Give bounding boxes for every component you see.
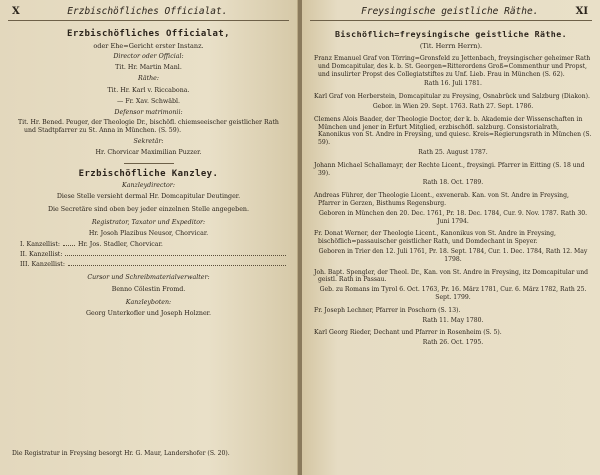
- entry-person: Johann Michael Schallamayr, der Rechte Licent., freysingi. Pfarrer in Eitting (S. 18 und 39).: [314, 161, 585, 177]
- raethe-entry: [310, 162, 592, 187]
- raethe-entry: [310, 269, 592, 302]
- kanzlist-row-3: [8, 261, 289, 268]
- entry-dates: Geboren in Trier den 12. Juli 1761, Pr. 18. Sept. 1784, Cur. 1. Dec. 1784, Rath 12. May 1798.: [318, 247, 588, 263]
- kanzlist-row-2: [8, 251, 289, 258]
- raethe-label: Räthe:: [137, 75, 160, 83]
- raethe-entry: [310, 93, 592, 111]
- kanzlist-1-name: Hr. Jos. Stadler, Chorvicar.: [77, 241, 163, 249]
- raethe-entry: [310, 192, 592, 225]
- entry-person: Fr. Joseph Lechner, Pfarrer in Poschorn (S. 13).: [314, 306, 461, 314]
- entry-dates: Rath 16. Juli 1781.: [424, 80, 482, 88]
- left-page-number: X: [12, 6, 20, 17]
- boten-label: Kanzleyboten:: [125, 298, 172, 306]
- sekretaer-label: Sekretär:: [133, 138, 164, 146]
- raethe-entry: [310, 329, 592, 347]
- raethe-subtitle: (Tit. Herrn Herrn).: [419, 42, 483, 50]
- entry-dates: Rath 26. Oct. 1795.: [422, 339, 484, 347]
- right-page-header: [310, 4, 592, 21]
- kanzley-director-label: Kanzleydirector:: [122, 181, 175, 189]
- registrator-label: Registrator, Taxator und Expeditor:: [91, 219, 206, 227]
- entry-person: Franz Emanuel Graf von Törring=Gronsfeld zu Jettenbach, freysingischer geheimer Rath und Domcapitular, des k. b. St. Georgen=Ritterordens Groß=Commenthur und Propst, und insulirter Propst des Collegiatstiftes zu Unf. Lieb. Frau in München (S. 62).: [314, 55, 591, 78]
- sekretaer-name: Hr. Chorvicar Maximilian Puzzer.: [95, 149, 202, 157]
- entry-person: Joh. Bapt. Spengler, der Theol. Dr., Kan. von St. Andre in Freysing, itz Domcapitular und geistl. Rath in Passau.: [314, 268, 589, 284]
- officialat-subtitle: oder Ehe=Gericht erster Instanz.: [93, 42, 204, 50]
- raethe-entry: [310, 307, 592, 325]
- cursor-label: Cursor und Schreibmaterialverwalter:: [87, 274, 210, 282]
- kanzlist-2-label: II. Kanzellist:: [20, 251, 63, 259]
- secretary-note: Die Secretäre sind oben bey jeder einzelnen Stelle angegeben.: [48, 205, 249, 213]
- kanzlist-1-label: I. Kanzellist:: [20, 241, 60, 249]
- entry-dates: Rath 25. August 1787.: [418, 148, 488, 156]
- entry-dates: Geb. zu Romans im Tyrol 6. Oct. 1763, Pr. 16. März 1781, Cur. 6. März 1782, Rath 25. Sept. 1799.: [319, 286, 587, 301]
- kanzley-title: Erzbischöfliche Kanzley.: [78, 168, 219, 179]
- officialat-title: Erzbischöfliches Officialat,: [67, 29, 230, 39]
- kanzlist-3-label: III. Kanzellist:: [20, 261, 65, 269]
- raethe-title: Bischöflich=freysingische geistliche Räthe.: [335, 29, 567, 39]
- section-divider: [124, 163, 174, 164]
- kanzlist-row-1: [8, 241, 289, 248]
- left-page-header: [8, 4, 289, 21]
- defensor-text: Tit. Hr. Bened. Peuger, der Theologie Dr., bischöfl. chiemseeischer geistlicher Rath und Stadtpfarrer zu St. Anna in München. (S. 59).: [18, 119, 279, 135]
- entry-person: Clemens Alois Baader, der Theologie Doctor, der k. b. Akademie der Wissenschaften in München und jener in Erfurt Mitglied, erzbischöfl. salzburg. Consistorialrath, Kanonikus von St. Andre in Freysing, und quiesc. Kreis=Regierungsrath in München (S. 59).: [314, 115, 592, 147]
- left-running-head: Erzbischöfliches Officialat.: [67, 6, 228, 17]
- raethe-entry: [310, 230, 592, 263]
- kanzley-director-text: Diese Stelle versieht dermal Hr. Domcapitular Deutinger.: [56, 192, 241, 200]
- raethe-list: [310, 55, 592, 347]
- entry-person: Andreas Führer, der Theologie Licent., exvenerab. Kan. von St. Andre in Freysing, Pfarrer in Gerzen, Bisthums Regensburg.: [314, 192, 569, 207]
- boten-names: Georg Unterkofler und Joseph Holzner.: [86, 309, 211, 317]
- raethe-entry: [310, 116, 592, 157]
- entry-dates: Rath 18. Oct. 1789.: [422, 179, 484, 187]
- raethe-entry: [310, 55, 592, 88]
- director-label: Director oder Official:: [113, 53, 184, 60]
- entry-dates: Rath 11. May 1780.: [422, 316, 484, 324]
- rath-1: Tit. Hr. Karl v. Riccabona.: [107, 86, 190, 94]
- rath-2: — Fr. Xav. Schwäbl.: [116, 97, 181, 105]
- right-page: [302, 0, 600, 475]
- entry-person: Fr. Donat Werner, der Theologie Licent., Kanonikus von St. Andre in Freysing, bischöflich=passauischer geistlicher Rath, und Domdechant in Speyer.: [314, 230, 556, 246]
- defensor-label: Defensor matrimonii:: [114, 108, 183, 116]
- entry-person: Karl Graf von Herberstein, Domcapitular zu Freysing, Osnabrück und Salzburg (Diakon).: [314, 93, 590, 101]
- left-page: [0, 0, 298, 475]
- registrator-name: Hr. Josoh Plazibus Neusor, Chorvicar.: [88, 230, 209, 238]
- entry-dates: Gebor. in Wien 29. Sept. 1763. Rath 27. Sept. 1786.: [372, 102, 534, 110]
- director-name: Tit. Hr. Martin Manl.: [115, 64, 182, 72]
- right-page-number: XI: [575, 6, 588, 17]
- entry-person: Karl Georg Rieder, Dechant und Pfarrer in Rosenheim (S. 5).: [314, 329, 502, 337]
- cursor-name: Benno Cölestin Fromd.: [111, 285, 186, 293]
- entry-dates: Geboren in München den 20. Dec. 1761, Pr. 18. Dec. 1784, Cur. 9. Nov. 1787. Rath 30. Juni 1794.: [318, 209, 588, 225]
- registratur-note: Die Registratur in Freysing besorgt Hr. G. Maur, Landershofer (S. 20).: [12, 450, 230, 457]
- right-running-head: Freysingische geistliche Räthe.: [361, 6, 539, 17]
